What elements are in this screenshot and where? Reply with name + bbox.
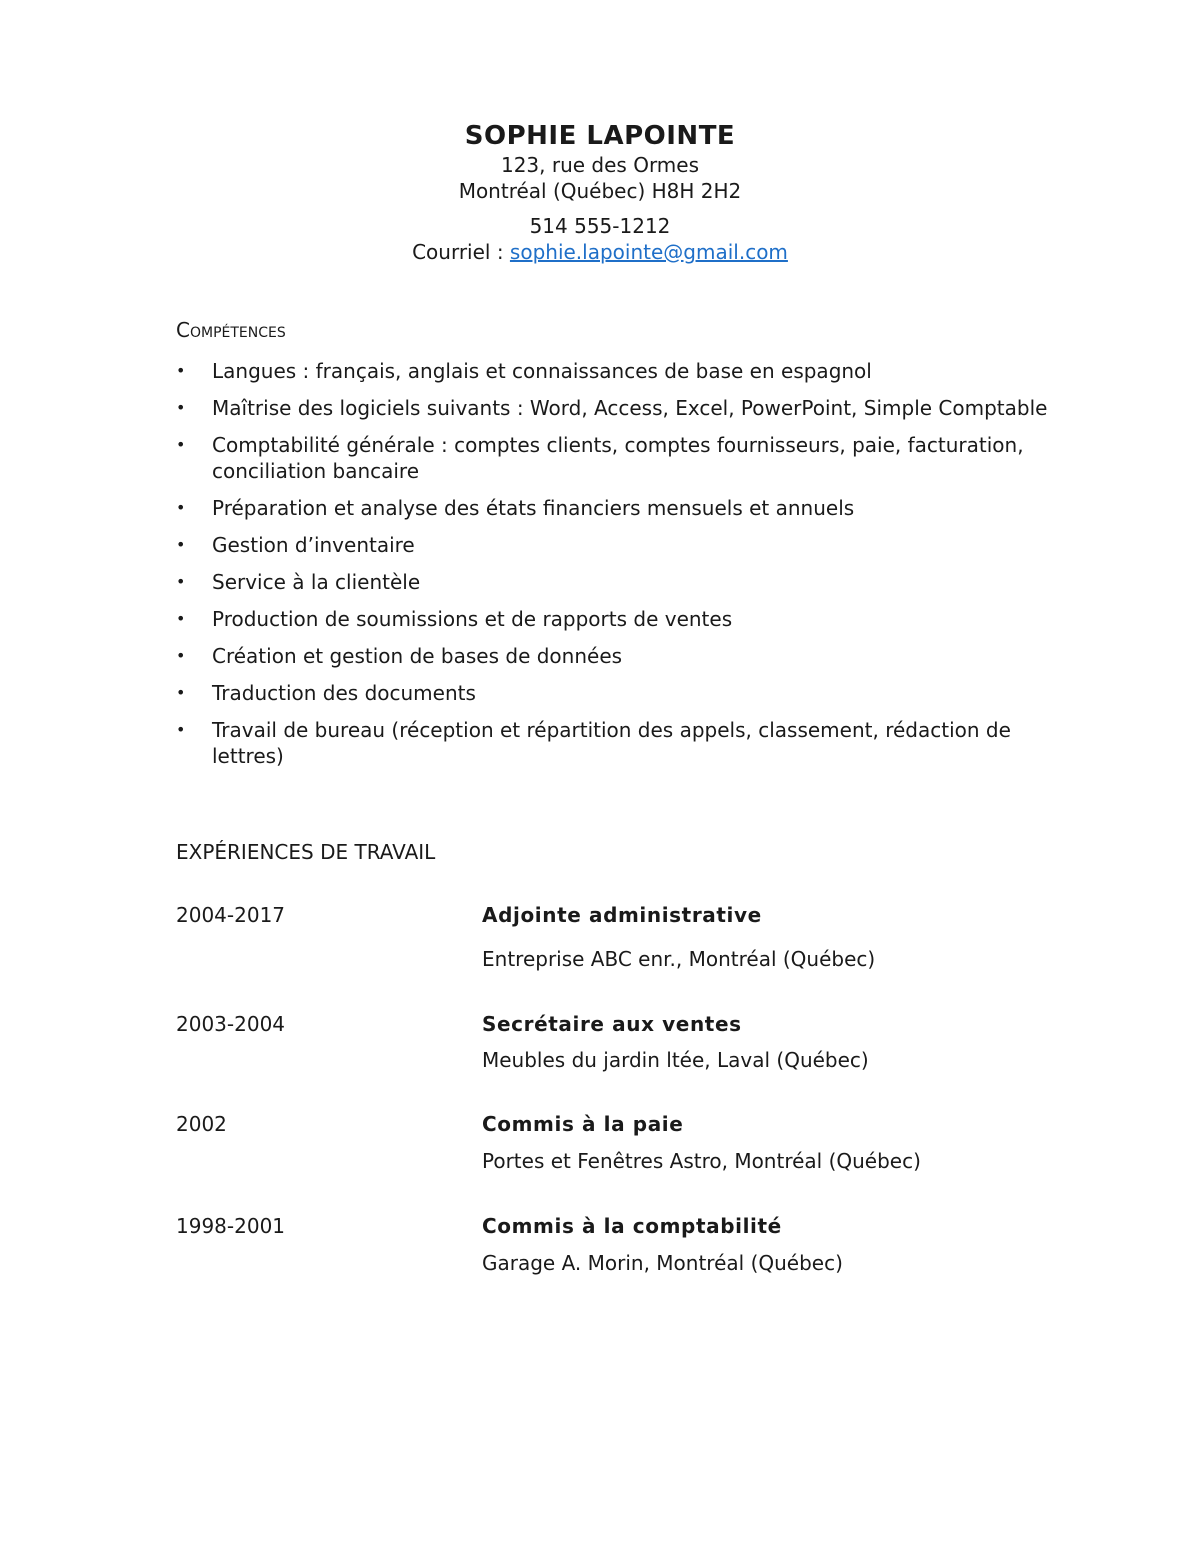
address-street: 123, rue des Ormes <box>500 153 700 177</box>
bullet-icon: • <box>176 435 186 454</box>
bullet-icon: • <box>176 498 186 517</box>
list-item <box>176 395 1056 421</box>
bullet-icon: • <box>176 535 186 554</box>
email-link[interactable]: sophie.lapointe@gmail.com <box>509 240 788 264</box>
list-item <box>176 680 1056 706</box>
list-item <box>176 532 1056 558</box>
experience-heading: EXPÉRIENCES DE TRAVAIL <box>176 840 436 864</box>
skill-text: Travail de bureau (réception et répartition des appels, classement, rédaction de lettres) <box>212 718 1011 768</box>
skill-text: Création et gestion de bases de données <box>212 644 623 668</box>
job-company: Portes et Fenêtres Astro, Montréal (Québec) <box>482 1149 921 1173</box>
job-years: 2004-2017 <box>176 903 286 927</box>
job-company: Meubles du jardin ltée, Laval (Québec) <box>482 1048 869 1072</box>
list-item <box>176 717 1056 769</box>
skills-heading: Compétences <box>176 318 286 342</box>
job-title: Adjointe administrative <box>482 903 762 927</box>
job-title: Commis à la comptabilité <box>482 1214 782 1238</box>
bullet-icon: • <box>176 683 186 702</box>
job-title: Commis à la paie <box>482 1112 684 1136</box>
skill-text: Production de soumissions et de rapports de ventes <box>212 607 733 631</box>
skill-text: Maîtrise des logiciels suivants : Word, Access, Excel, PowerPoint, Simple Comptable <box>212 396 1048 420</box>
bullet-icon: • <box>176 720 186 739</box>
skills-list <box>176 358 1056 780</box>
email-line <box>0 240 1200 264</box>
list-item <box>176 495 1056 521</box>
job-title: Secrétaire aux ventes <box>482 1012 742 1036</box>
skill-text: Service à la clientèle <box>212 570 421 594</box>
job-years: 2003-2004 <box>176 1012 286 1036</box>
resume-name: SOPHIE LAPOINTE <box>464 121 736 151</box>
skill-text: Comptabilité générale : comptes clients, comptes fournisseurs, paie, facturation, conciliation bancaire <box>212 433 1024 483</box>
list-item <box>176 432 1056 484</box>
skill-text: Gestion d’inventaire <box>212 533 415 557</box>
skill-text: Langues : français, anglais et connaissances de base en espagnol <box>212 359 872 383</box>
job-company: Entreprise ABC enr., Montréal (Québec) <box>482 947 876 971</box>
bullet-icon: • <box>176 646 186 665</box>
skill-text: Préparation et analyse des états financiers mensuels et annuels <box>212 496 855 520</box>
job-company: Garage A. Morin, Montréal (Québec) <box>482 1251 843 1275</box>
bullet-icon: • <box>176 398 186 417</box>
bullet-icon: • <box>176 361 186 380</box>
job-years: 2002 <box>176 1112 227 1136</box>
list-item <box>176 606 1056 632</box>
list-item <box>176 358 1056 384</box>
job-years: 1998-2001 <box>176 1214 286 1238</box>
address-city: Montréal (Québec) H8H 2H2 <box>458 179 742 203</box>
list-item <box>176 643 1056 669</box>
email-label: Courriel : <box>412 240 510 264</box>
phone-number: 514 555-1212 <box>529 214 671 238</box>
bullet-icon: • <box>176 609 186 628</box>
bullet-icon: • <box>176 572 186 591</box>
list-item <box>176 569 1056 595</box>
skill-text: Traduction des documents <box>212 681 476 705</box>
